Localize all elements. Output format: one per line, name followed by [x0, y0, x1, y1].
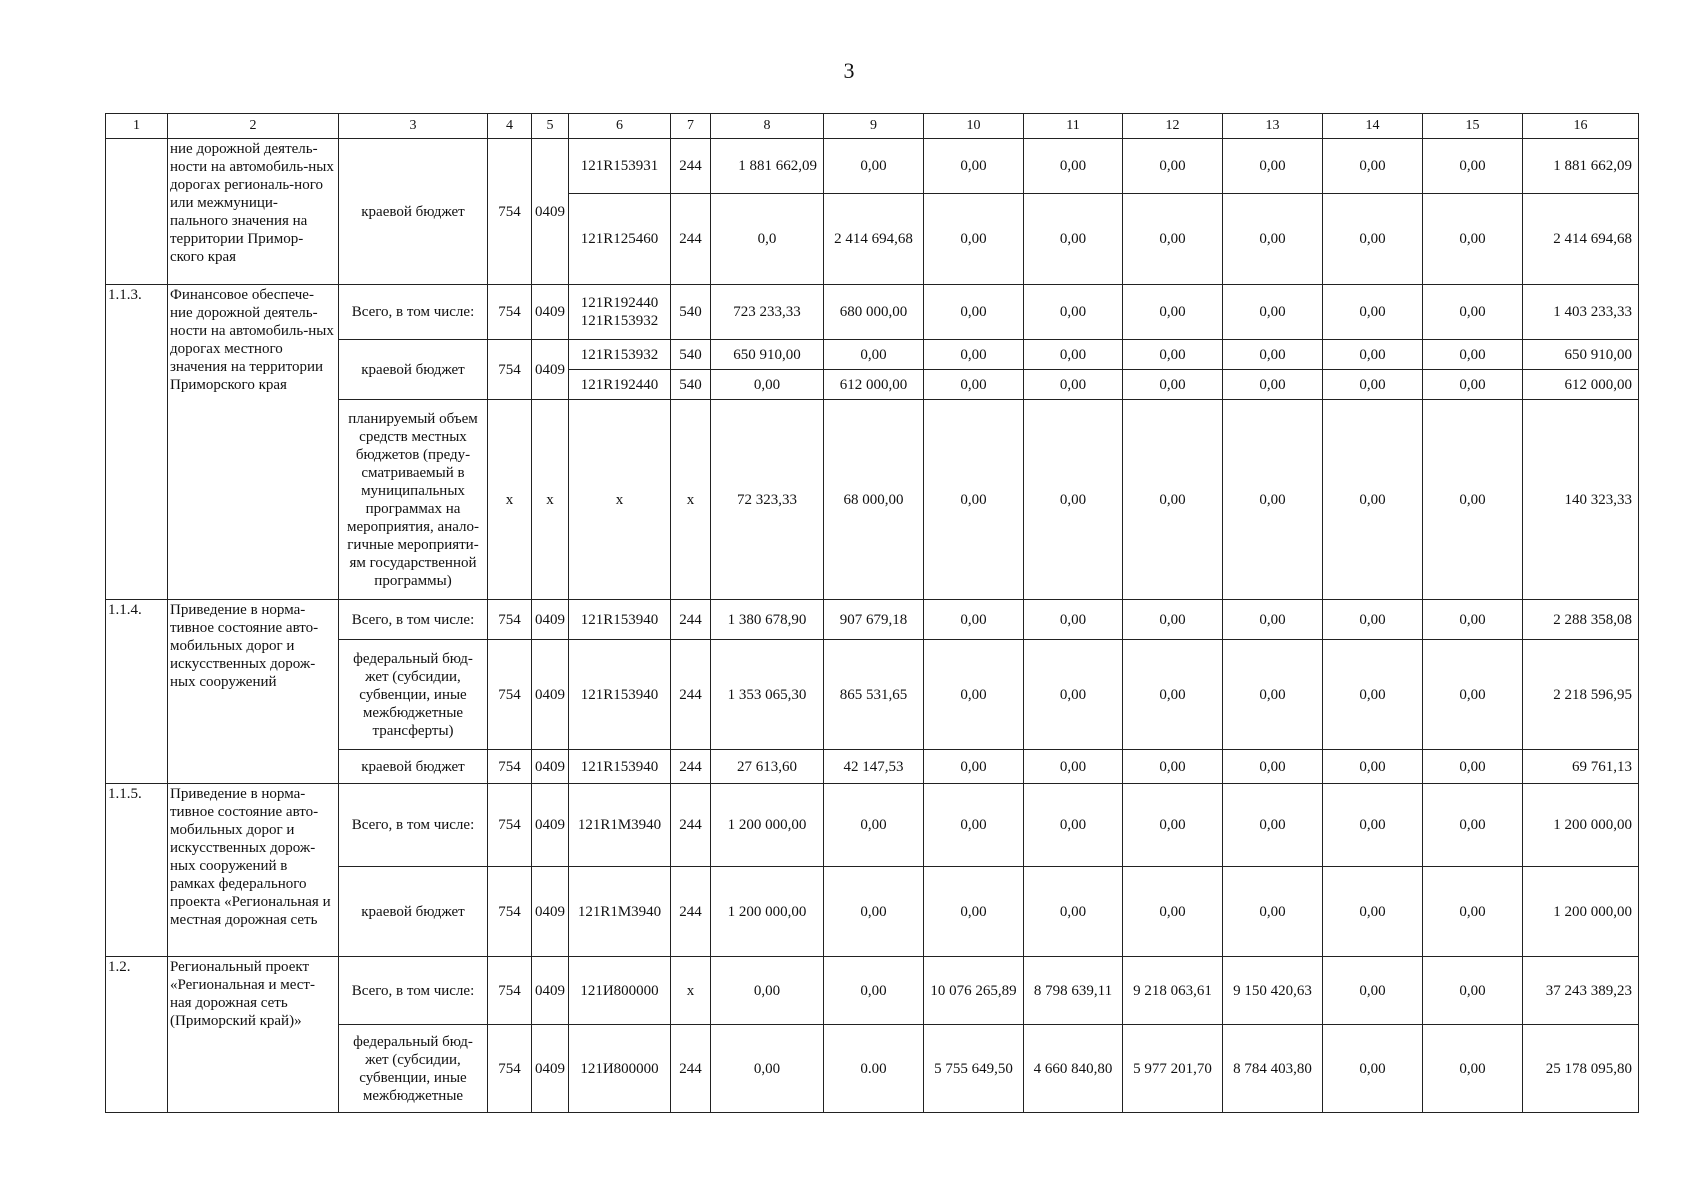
cell: 540: [671, 370, 711, 400]
cell: 121R192440: [569, 370, 671, 400]
cell: 0,00: [711, 957, 824, 1025]
cell: 0,00: [1223, 285, 1323, 340]
table-row: [106, 784, 1639, 867]
cell: 0,00: [1423, 400, 1523, 600]
cell: 0409: [532, 750, 569, 784]
cell: 0,00: [1423, 370, 1523, 400]
cell: 0,00: [924, 139, 1024, 194]
cell: 0,00: [1123, 750, 1223, 784]
cell: 121R1M3940: [569, 867, 671, 957]
cell: 121И800000: [569, 957, 671, 1025]
cell: 0,00: [1123, 867, 1223, 957]
cell: 754: [488, 1025, 532, 1113]
cell: 0,00: [924, 400, 1024, 600]
cell: 0,00: [1423, 139, 1523, 194]
header-cell: 16: [1523, 114, 1639, 139]
header-cell: 6: [569, 114, 671, 139]
cell: 0,00: [1423, 1025, 1523, 1113]
activity-name: ние дорожной деятель-ности на автомобиль-ных дорогах региональ-ного или межмуници-пального значения на территории Примор-ского края: [168, 139, 339, 285]
cell: 1 380 678,90: [711, 600, 824, 640]
cell: x: [671, 957, 711, 1025]
row-number: 1.2.: [106, 957, 168, 1113]
cell: 0,00: [1223, 750, 1323, 784]
cell: 1 200 000,00: [1523, 867, 1639, 957]
cell: 0409: [532, 600, 569, 640]
header-cell: 1: [106, 114, 168, 139]
cell: 0,00: [1024, 370, 1123, 400]
cell: 244: [671, 600, 711, 640]
cell: x: [488, 400, 532, 600]
cell: 0,00: [711, 370, 824, 400]
cell: 244: [671, 750, 711, 784]
row-number: 1.1.3.: [106, 285, 168, 600]
cell: 0,00: [1024, 400, 1123, 600]
cell: 0,00: [1423, 750, 1523, 784]
cell: 0,0: [711, 194, 824, 285]
funding-source: Всего, в том числе:: [339, 957, 488, 1025]
header-cell: 11: [1024, 114, 1123, 139]
cell: 0,00: [1024, 340, 1123, 370]
funding-source: федеральный бюд-жет (субсидии, субвенции, иные межбюджетные трансферты): [339, 640, 488, 750]
cell: 244: [671, 194, 711, 285]
cell: 0,00: [1323, 750, 1423, 784]
cell: 0,00: [1423, 340, 1523, 370]
cell: 10 076 265,89: [924, 957, 1024, 1025]
cell: 0,00: [924, 285, 1024, 340]
cell: 244: [671, 139, 711, 194]
cell: 1 200 000,00: [1523, 784, 1639, 867]
table-row: [106, 600, 1639, 640]
cell: 121R153931: [569, 139, 671, 194]
cell: x: [671, 400, 711, 600]
cell: 0409: [532, 340, 569, 400]
header-row: [106, 114, 1639, 139]
cell: 1 200 000,00: [711, 784, 824, 867]
cell: 72 323,33: [711, 400, 824, 600]
header-cell: 5: [532, 114, 569, 139]
cell: 68 000,00: [824, 400, 924, 600]
cell: 121R153940: [569, 640, 671, 750]
cell: 2 414 694,68: [1523, 194, 1639, 285]
cell: 754: [488, 640, 532, 750]
cell: 612 000,00: [1523, 370, 1639, 400]
cell: 0,00: [1423, 784, 1523, 867]
cell: 1 200 000,00: [711, 867, 824, 957]
cell: 9 218 063,61: [1123, 957, 1223, 1025]
cell: 0,00: [1223, 194, 1323, 285]
table-row: [106, 957, 1639, 1025]
cell: 0,00: [1323, 139, 1423, 194]
header-cell: 8: [711, 114, 824, 139]
cell: 0,00: [1323, 600, 1423, 640]
cell: 650 910,00: [1523, 340, 1639, 370]
cell: 5 755 649,50: [924, 1025, 1024, 1113]
cell: 754: [488, 784, 532, 867]
cell: 0,00: [924, 194, 1024, 285]
cell: x: [532, 400, 569, 600]
cell: 540: [671, 340, 711, 370]
table-row: [106, 285, 1639, 340]
activity-name: Финансовое обеспече-ние дорожной деятель-ности на автомобиль-ных дорогах местного значения на территории Приморского края: [168, 285, 339, 600]
cell: 0,00: [1423, 867, 1523, 957]
cell: 0,00: [1024, 139, 1123, 194]
cell: 1 881 662,09: [711, 139, 824, 194]
cell: 0,00: [1223, 640, 1323, 750]
cell: 0,00: [924, 867, 1024, 957]
cell: 0,00: [1323, 370, 1423, 400]
cell: 0409: [532, 640, 569, 750]
cell: 0409: [532, 867, 569, 957]
cell: 0,00: [1024, 867, 1123, 957]
cell: 121R1M3940: [569, 784, 671, 867]
cell: 723 233,33: [711, 285, 824, 340]
cell: 121R153940: [569, 750, 671, 784]
row-number: 1.1.4.: [106, 600, 168, 784]
cell: 650 910,00: [711, 340, 824, 370]
funding-source: краевой бюджет: [339, 867, 488, 957]
funding-source: краевой бюджет: [339, 340, 488, 400]
cell: 0,00: [1123, 139, 1223, 194]
cell: 0,00: [1323, 867, 1423, 957]
cell: 0,00: [1123, 285, 1223, 340]
cell: 0,00: [1024, 285, 1123, 340]
cell: 0,00: [1323, 340, 1423, 370]
cell: 0,00: [924, 340, 1024, 370]
cell: 2 414 694,68: [824, 194, 924, 285]
cell: 0,00: [1123, 640, 1223, 750]
cell: 0,00: [1024, 750, 1123, 784]
cell: 37 243 389,23: [1523, 957, 1639, 1025]
funding-source: Всего, в том числе:: [339, 784, 488, 867]
cell: 612 000,00: [824, 370, 924, 400]
cell: 244: [671, 784, 711, 867]
cell: 27 613,60: [711, 750, 824, 784]
cell: 0,00: [1223, 600, 1323, 640]
cell: 0,00: [924, 600, 1024, 640]
cell: 0,00: [1423, 600, 1523, 640]
funding-source: федеральный бюд-жет (субсидии, субвенции, иные межбюджетные: [339, 1025, 488, 1113]
cell: 0,00: [924, 370, 1024, 400]
cell: 0,00: [1223, 139, 1323, 194]
cell: 754: [488, 139, 532, 285]
cell: 0,00: [1024, 784, 1123, 867]
cell: 121И800000: [569, 1025, 671, 1113]
cell: 754: [488, 957, 532, 1025]
cell: 121R153940: [569, 600, 671, 640]
cell: 0409: [532, 1025, 569, 1113]
cell: 25 178 095,80: [1523, 1025, 1639, 1113]
cell: 0,00: [1123, 600, 1223, 640]
cell: 540: [671, 285, 711, 340]
cell: 0,00: [824, 784, 924, 867]
cell: 754: [488, 867, 532, 957]
cell: 0,00: [1223, 340, 1323, 370]
header-cell: 9: [824, 114, 924, 139]
cell: 0409: [532, 285, 569, 340]
cell: 0,00: [1123, 194, 1223, 285]
header-cell: 3: [339, 114, 488, 139]
cell: 121R192440 121R153932: [569, 285, 671, 340]
cell: 754: [488, 600, 532, 640]
cell: 0,00: [924, 750, 1024, 784]
activity-name: Приведение в норма-тивное состояние авто-мобильных дорог и искусственных дорож-ных сооружений: [168, 600, 339, 784]
funding-source: Всего, в том числе:: [339, 285, 488, 340]
cell: 121R153932: [569, 340, 671, 370]
cell: 0,00: [924, 640, 1024, 750]
funding-source: Всего, в том числе:: [339, 600, 488, 640]
cell: 0,00: [1223, 867, 1323, 957]
activity-name: Приведение в норма-тивное состояние авто-мобильных дорог и искусственных дорож-ных сооружений в рамках федерального проекта «Региональная и местная дорожная сеть: [168, 784, 339, 957]
cell: 0,00: [1423, 640, 1523, 750]
cell: 754: [488, 340, 532, 400]
cell: 754: [488, 750, 532, 784]
cell: 0,00: [824, 957, 924, 1025]
cell: 1 353 065,30: [711, 640, 824, 750]
row-number: 1.1.5.: [106, 784, 168, 957]
cell: 0,00: [1323, 957, 1423, 1025]
cell: 0.00: [824, 1025, 924, 1113]
cell: 69 761,13: [1523, 750, 1639, 784]
cell: 0,00: [1323, 400, 1423, 600]
cell: 1 403 233,33: [1523, 285, 1639, 340]
cell: 0,00: [824, 139, 924, 194]
cell: 0,00: [1223, 400, 1323, 600]
cell: 0,00: [1123, 400, 1223, 600]
cell: 140 323,33: [1523, 400, 1639, 600]
cell: 907 679,18: [824, 600, 924, 640]
cell: 0,00: [1123, 370, 1223, 400]
cell: 0,00: [1423, 194, 1523, 285]
cell: 0,00: [824, 340, 924, 370]
cell: 2 288 358,08: [1523, 600, 1639, 640]
cell: x: [569, 400, 671, 600]
cell: 244: [671, 867, 711, 957]
cell: 865 531,65: [824, 640, 924, 750]
header-cell: 2: [168, 114, 339, 139]
funding-source: краевой бюджет: [339, 139, 488, 285]
cell: 0,00: [1323, 784, 1423, 867]
activity-name: Региональный проект «Региональная и мест-ная дорожная сеть (Приморский край)»: [168, 957, 339, 1113]
cell: 0,00: [1123, 784, 1223, 867]
cell: 0,00: [1123, 340, 1223, 370]
cell: 0409: [532, 139, 569, 285]
cell: 0409: [532, 784, 569, 867]
header-cell: 14: [1323, 114, 1423, 139]
budget-table: [105, 113, 1639, 1113]
cell: 0,00: [1323, 194, 1423, 285]
cell: 680 000,00: [824, 285, 924, 340]
cell: 0,00: [1024, 640, 1123, 750]
funding-source: краевой бюджет: [339, 750, 488, 784]
cell: 0,00: [1323, 1025, 1423, 1113]
cell: 0,00: [1423, 285, 1523, 340]
cell: 0,00: [1323, 285, 1423, 340]
cell: 2 218 596,95: [1523, 640, 1639, 750]
row-number: [106, 139, 168, 285]
header-cell: 10: [924, 114, 1024, 139]
funding-source: планируемый объем средств местных бюджетов (преду-сматриваемый в муниципальных программах на мероприятия, анало-гичные мероприяти-ям государственной программы): [339, 400, 488, 600]
cell: 0,00: [924, 784, 1024, 867]
table-row: [106, 139, 1639, 194]
cell: 244: [671, 1025, 711, 1113]
header-cell: 12: [1123, 114, 1223, 139]
header-cell: 7: [671, 114, 711, 139]
header-cell: 4: [488, 114, 532, 139]
cell: 9 150 420,63: [1223, 957, 1323, 1025]
cell: 0,00: [1323, 640, 1423, 750]
cell: 121R125460: [569, 194, 671, 285]
header-cell: 15: [1423, 114, 1523, 139]
cell: 754: [488, 285, 532, 340]
cell: 244: [671, 640, 711, 750]
cell: 0,00: [1024, 194, 1123, 285]
cell: 8 784 403,80: [1223, 1025, 1323, 1113]
cell: 8 798 639,11: [1024, 957, 1123, 1025]
cell: 0,00: [824, 867, 924, 957]
cell: 0,00: [1423, 957, 1523, 1025]
cell: 4 660 840,80: [1024, 1025, 1123, 1113]
header-cell: 13: [1223, 114, 1323, 139]
cell: 0,00: [1223, 784, 1323, 867]
cell: 1 881 662,09: [1523, 139, 1639, 194]
page-number: 3: [843, 58, 855, 83]
cell: 0409: [532, 957, 569, 1025]
cell: 0,00: [1223, 370, 1323, 400]
cell: 5 977 201,70: [1123, 1025, 1223, 1113]
cell: 42 147,53: [824, 750, 924, 784]
cell: 0,00: [711, 1025, 824, 1113]
cell: 0,00: [1024, 600, 1123, 640]
